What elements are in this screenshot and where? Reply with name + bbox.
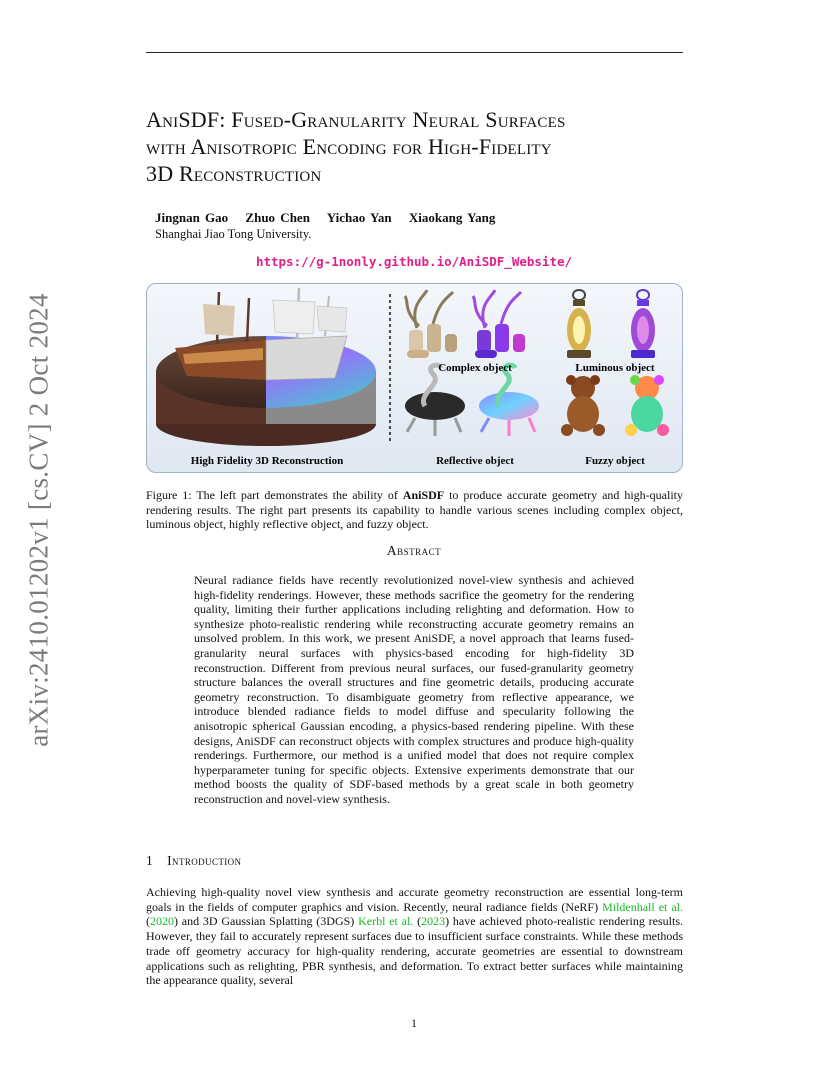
author: Yichao Yan — [326, 210, 392, 225]
fig-label-reconstruction: High Fidelity 3D Reconstruction — [190, 455, 344, 467]
paper-title — [146, 106, 686, 187]
intro-text: ) and 3D Gaussian Splatting (3DGS) — [174, 914, 359, 929]
author: Jingnan Gao — [155, 210, 229, 225]
caption-suffix: to produce accurate geometry and high-quality rendering results. The right part presents its capability to handle various scenes including complex object, luminous object, highly reflective object, and fuzzy object. — [146, 488, 683, 531]
section-title: Introduction — [167, 853, 242, 868]
section-heading — [146, 853, 241, 869]
fig-label-reflective: Reflective object — [436, 455, 514, 467]
reflective-object-illustration — [405, 365, 539, 436]
caption-prefix: Figure 1: The left part demonstrates the ability of — [146, 488, 403, 502]
citation-year-link[interactable]: 2020 — [150, 914, 174, 929]
abstract-heading: Abstract — [386, 543, 442, 558]
author-list — [155, 210, 507, 226]
intro-text: ) have achieved photo-realistic rendering results. However, they fail to accurately represent surfaces due to insufficient surface constraints. While these methods trade off geometry accuracy for high-quality rendering, accurate geometries are essential to downstream applications such as relighting, PBR synthesis, and deformation. To extract better surfaces while maintaining the appearance quality, several — [146, 914, 683, 988]
ship-diorama-illustration — [156, 288, 376, 446]
intro-text: ( — [413, 914, 422, 929]
author: Zhuo Chen — [245, 210, 310, 225]
arxiv-id: arXiv:2410.01202v1 [cs.CV] 2 Oct 2024 — [23, 293, 54, 747]
caption-bold: AniSDF — [402, 488, 445, 502]
teaser-figure — [146, 283, 683, 473]
fig-label-complex: Complex object — [438, 362, 512, 374]
arxiv-sidebar-stamp — [22, 290, 56, 750]
author: Xiaokang Yang — [408, 210, 496, 225]
complex-object-illustration — [405, 290, 525, 358]
fuzzy-object-illustration — [561, 375, 669, 436]
intro-paragraph — [146, 885, 683, 988]
title-line-2: with Anisotropic Encoding for High-Fidelity — [146, 134, 552, 159]
page-number: 1 — [411, 1016, 417, 1030]
intro-text: Achieving high-quality novel view synthesis and accurate geometry reconstruction are essential long-term goals in the fields of computer graphics and vision. Recently, neural radiance fields (NeRF) — [146, 885, 683, 914]
title-line-3: 3D Reconstruction — [146, 161, 322, 186]
fig-label-fuzzy: Fuzzy object — [585, 455, 645, 467]
abstract-text: Neural radiance fields have recently revolutionized novel-view synthesis and achieved high-fidelity renderings. However, these methods sacrifice the geometry for the rendering quality, limiting their further applications including relighting and deformation. How to synthesize photo-realistic rendering while reconstructing accurate geometry remains an unsolved problem. In this work, we present AniSDF, a novel approach that learns fused-granularity neural surfaces with physics-based encoding for high-fidelity 3D reconstruction. Different from previous neural surfaces, our fused-granularity geometry structure balances the overall structures and fine geometric details, producing accurate geometry reconstruction. To disambiguate geometry from reflective appearance, we introduce blended radiance fields to model diffuse and specularity following the anisotropic spherical Gaussian encoding, a physics-based rendering pipeline. With these designs, AniSDF can reconstruct objects with complex structures and produce high-quality renderings. Furthermore, our method is a unified model that does not require complex hyperparameter tuning for specific objects. Extensive experiments demonstrate that our method boosts the quality of SDF-based methods by a great scale in both geometry reconstruction and novel-view synthesis. — [194, 573, 634, 806]
luminous-object-illustration — [567, 290, 655, 358]
section-number: 1 — [146, 853, 154, 868]
figure-caption — [146, 488, 683, 532]
citation-year-link[interactable]: 2023 — [421, 914, 446, 929]
citation-link[interactable]: Mildenhall et al. — [602, 899, 683, 914]
affiliation: Shanghai Jiao Tong University. — [155, 227, 312, 241]
teaser-illustration — [147, 284, 682, 472]
top-rule — [146, 52, 683, 53]
intro-text: ( — [146, 914, 150, 929]
citation-link[interactable]: Kerbl et al. — [358, 914, 414, 929]
project-url-link[interactable]: https://g-1nonly.github.io/AniSDF_Website/ — [255, 254, 573, 269]
title-line-1: AniSDF: Fused-Granularity Neural Surfaces — [146, 107, 566, 132]
fig-label-luminous: Luminous object — [575, 362, 655, 374]
